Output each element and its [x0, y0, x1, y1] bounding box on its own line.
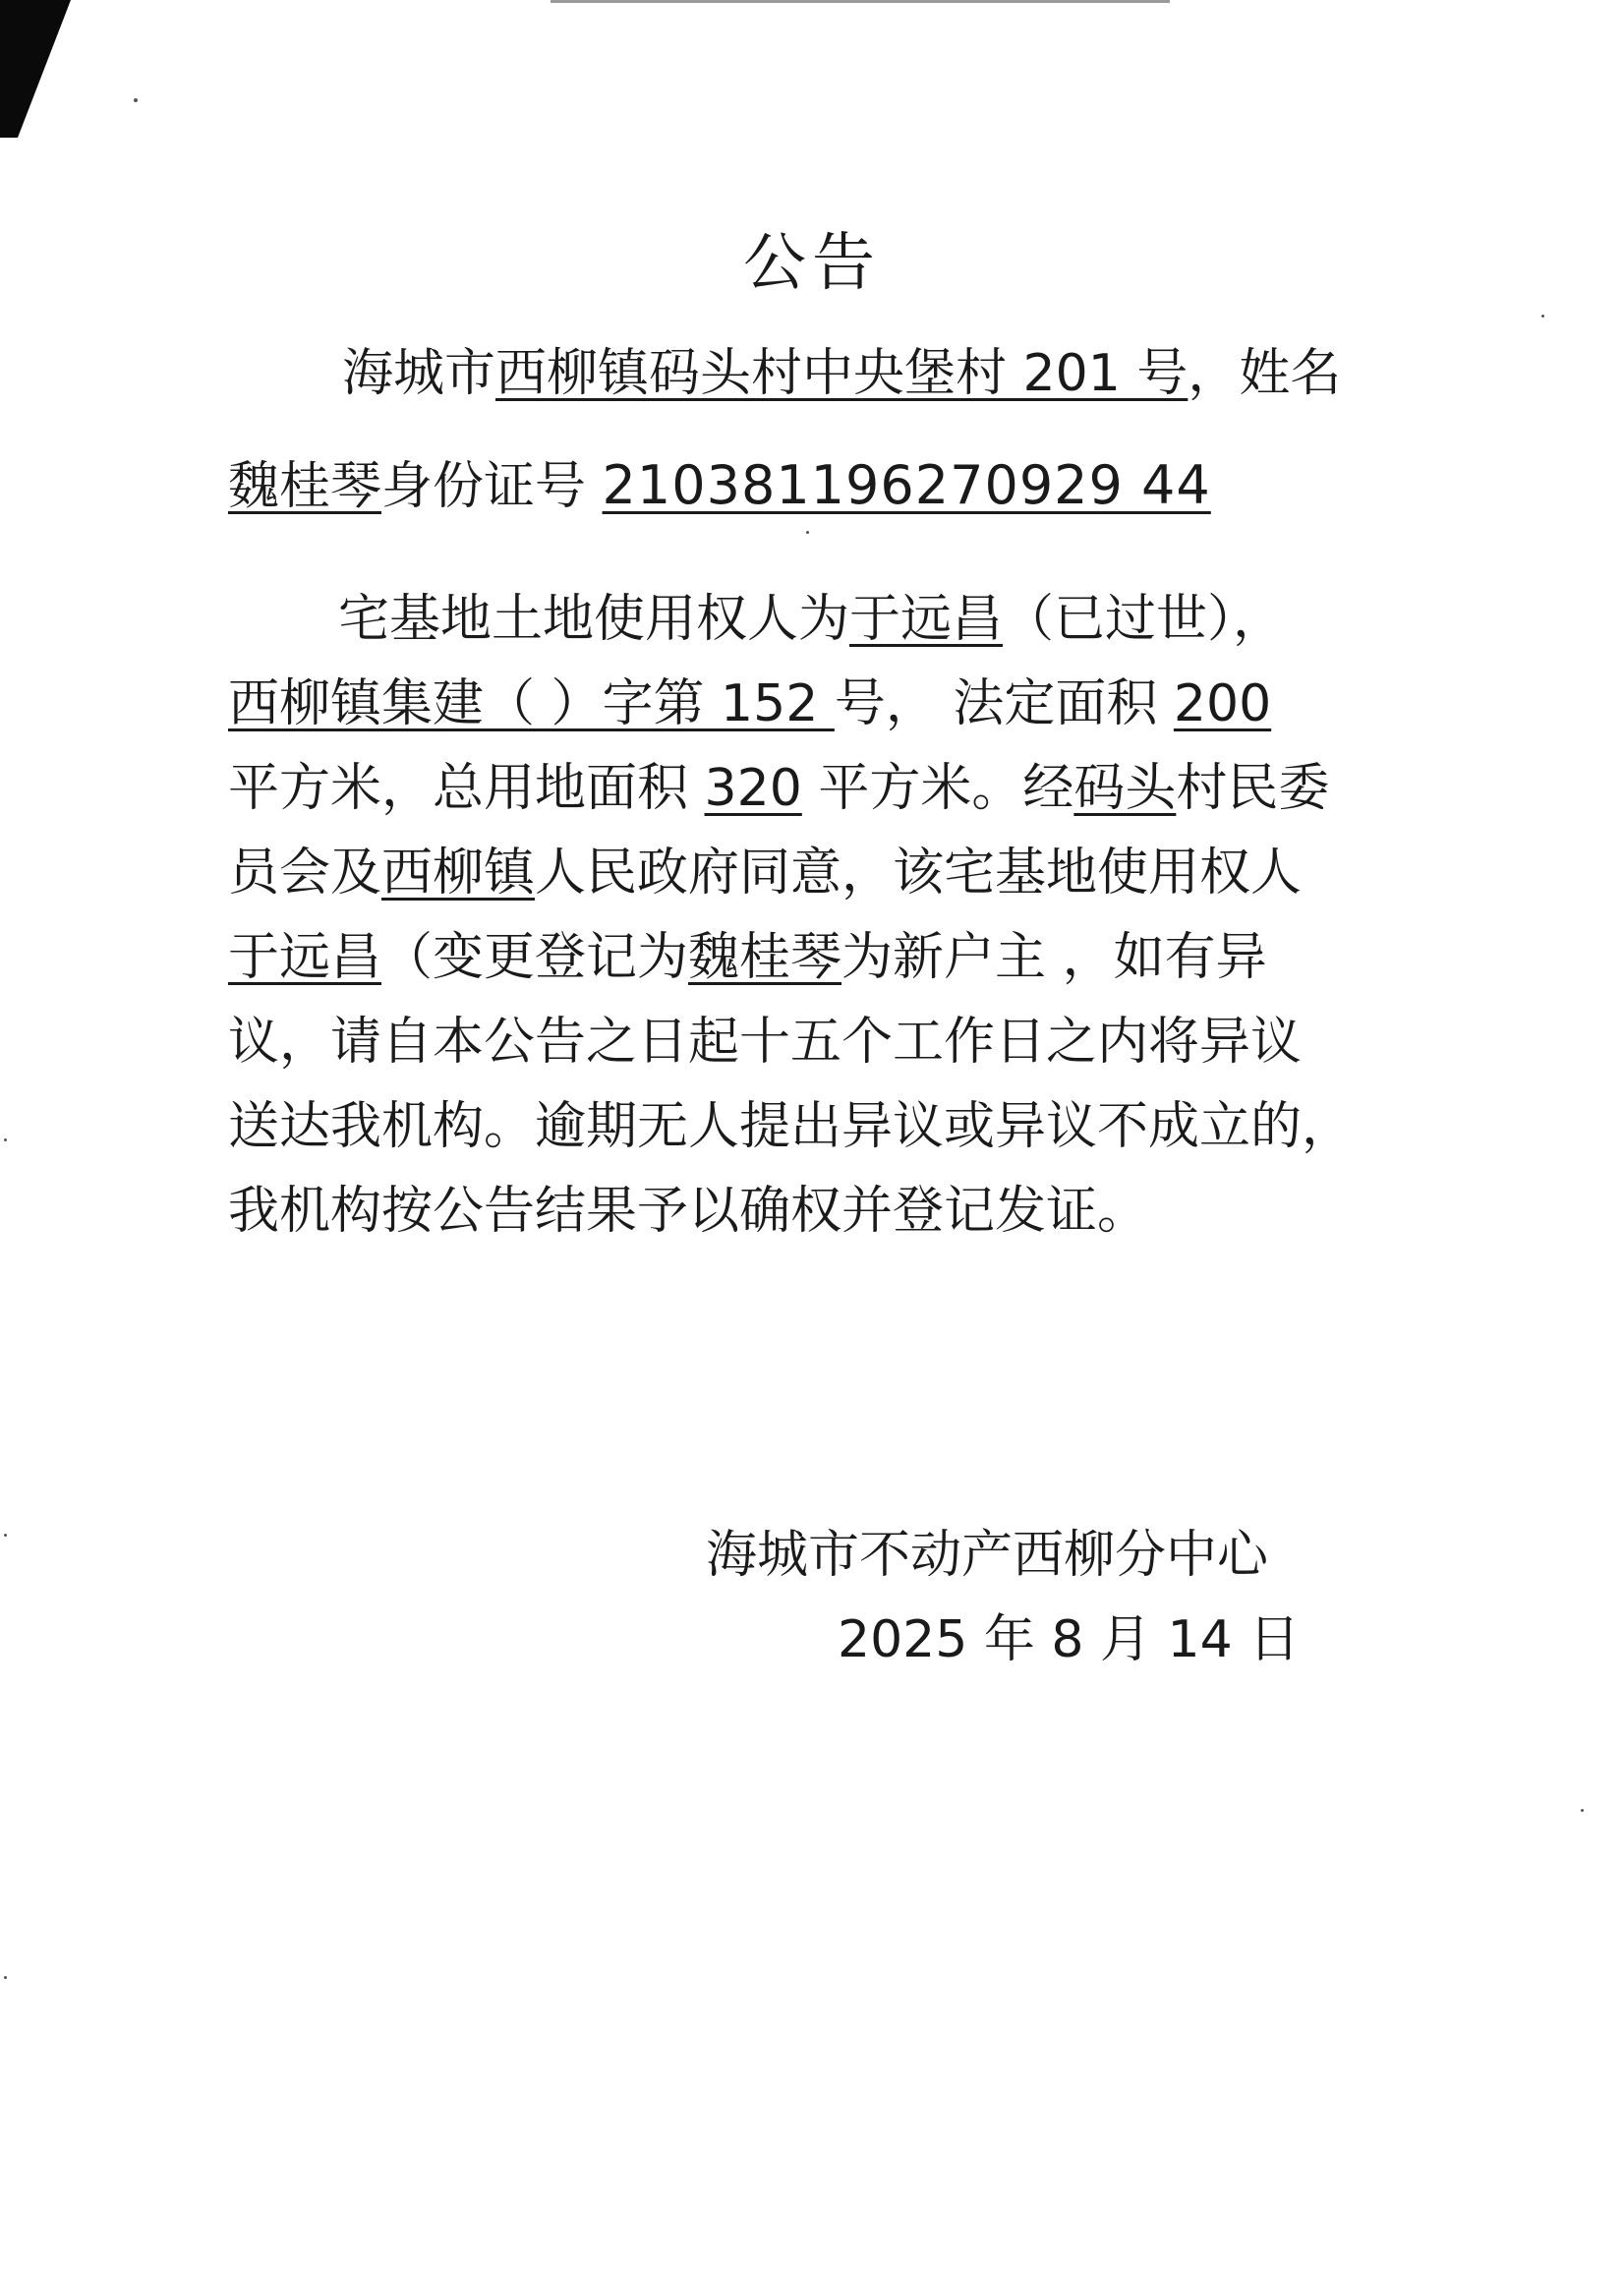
- body-line-7: [228, 926, 1267, 989]
- issue-date: 2025 年 8 月 14 日: [838, 1610, 1301, 1669]
- original-owner-field: 于远昌: [849, 590, 1004, 649]
- legal-area-field: 200: [1173, 674, 1272, 733]
- land-user-label: 宅基地土地使用权人为: [338, 590, 850, 649]
- body-line-3: [338, 588, 1284, 651]
- city-text: 海城市: [342, 344, 496, 403]
- body-line-8: 议，请自本公告之日起十五个工作日之内将异议: [228, 1013, 1303, 1072]
- name-label: ，姓名: [1188, 344, 1342, 403]
- body-line-4: [228, 672, 1271, 735]
- scan-corner-shadow: [0, 0, 79, 138]
- scan-speck: [134, 98, 138, 102]
- body-line-2: [228, 454, 1211, 518]
- committee-text-cont: 员会及: [228, 844, 382, 903]
- scan-speck: [4, 1976, 7, 1979]
- body-line-5: [228, 757, 1329, 820]
- certificate-number-field: 西柳镇集建（ ）字第 152: [228, 674, 835, 733]
- total-area-label: 平方米，总用地面积: [228, 759, 705, 818]
- new-owner-field: 魏桂琴: [688, 928, 842, 987]
- town-field: 西柳镇: [381, 844, 536, 903]
- total-area-field: 320: [704, 759, 802, 818]
- original-owner-field-2: 于远昌: [228, 928, 382, 987]
- change-registration-text: （变更登记为: [381, 928, 689, 987]
- deceased-note: （已过世），: [1003, 590, 1285, 649]
- body-line-9: 送达我机构。逾期无人提出异议或异议不成立的，: [228, 1097, 1354, 1156]
- scan-top-edge: [551, 0, 1170, 3]
- new-owner-text: 为新户主 ，如有异: [841, 928, 1267, 987]
- issuing-organization: 海城市不动产西柳分中心: [706, 1526, 1269, 1585]
- document-title: 公告: [743, 227, 881, 300]
- body-line-6: [228, 842, 1302, 904]
- legal-area-label: 号， 法定面积: [834, 674, 1174, 733]
- village-field: 码头: [1073, 759, 1177, 818]
- scan-speck: [1581, 1809, 1584, 1812]
- scan-speck: [4, 1138, 7, 1141]
- scan-speck: [4, 1534, 7, 1537]
- scan-speck: [806, 531, 809, 534]
- address-field: 西柳镇码头村中央堡村 201 号: [495, 344, 1189, 403]
- committee-text: 村民委: [1176, 759, 1330, 818]
- body-line-1: [342, 342, 1341, 405]
- government-consent-text: 人民政府同意，该宅基地使用权人: [535, 844, 1303, 903]
- applicant-name-field: 魏桂琴: [228, 457, 382, 516]
- id-number-label: 身份证号: [381, 457, 603, 516]
- area-unit-text: 平方米。经: [801, 759, 1074, 818]
- scan-speck: [1541, 315, 1544, 318]
- id-number-field: 210381196270929 44: [602, 454, 1211, 516]
- body-line-10: 我机构按公告结果予以确权并登记发证。: [228, 1182, 1149, 1241]
